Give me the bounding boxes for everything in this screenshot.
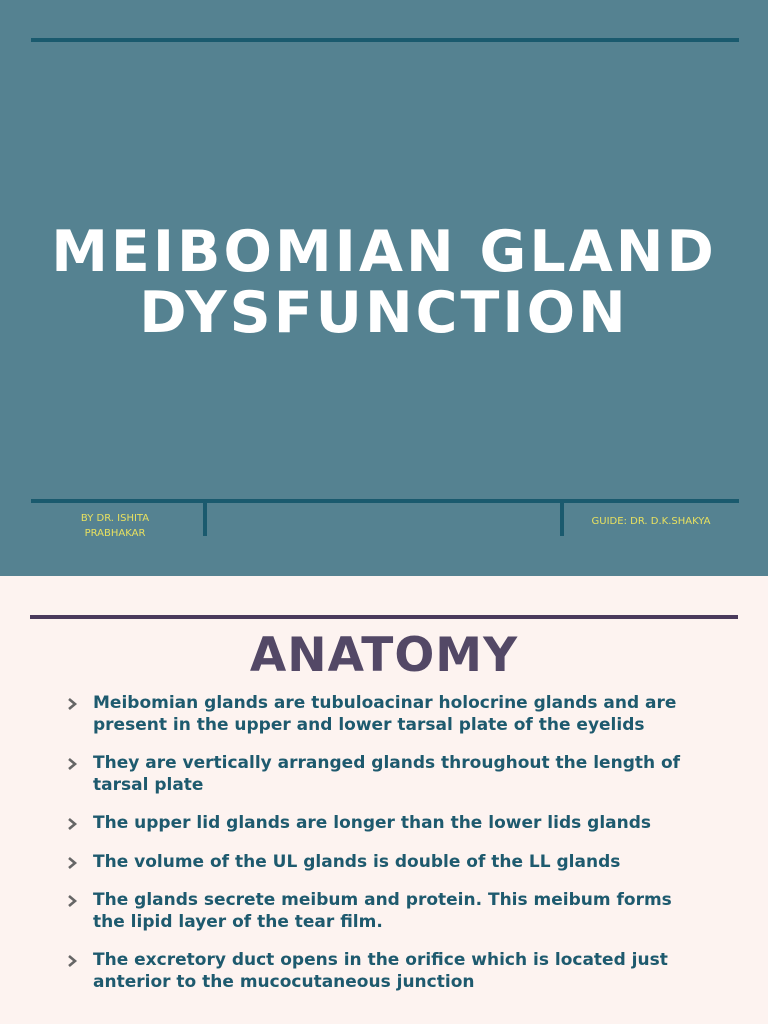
- author-line-2: PRABHAKAR: [84, 528, 146, 539]
- top-divider: [31, 38, 739, 42]
- bottom-divider: [31, 499, 739, 503]
- list-item: [64, 693, 704, 736]
- chevron-right-icon: [66, 697, 78, 711]
- bullet-text: The glands secrete meibum and protein. This meibum forms the lipid layer of the tear film.: [93, 890, 672, 932]
- bullet-text: The upper lid glands are longer than the lower lids glands: [93, 813, 652, 833]
- anatomy-slide: [0, 576, 768, 1024]
- title-line-1: MEIBOMIAN GLAND: [51, 219, 717, 285]
- divider-tick-right: [560, 503, 564, 536]
- chevron-right-icon: [66, 817, 78, 831]
- list-item: [64, 753, 704, 796]
- heading-divider: [30, 615, 738, 619]
- list-item: [64, 950, 704, 993]
- slide-title: [0, 219, 768, 346]
- list-item: [64, 852, 704, 874]
- section-heading: ANATOMY: [249, 628, 519, 683]
- guide-credit: GUIDE: DR. D.K.SHAKYA: [591, 516, 711, 527]
- chevron-right-icon: [66, 954, 78, 968]
- bullet-text: The excretory duct opens in the orifice which is located just anterior to the mucocutaneous junction: [93, 950, 668, 992]
- author-line-1: BY DR. ISHITA: [80, 513, 150, 524]
- author-credit: [55, 511, 175, 541]
- chevron-right-icon: [66, 856, 78, 870]
- bullet-list: [64, 693, 704, 1010]
- divider-tick-left: [203, 503, 207, 536]
- chevron-right-icon: [66, 894, 78, 908]
- bullet-text: The volume of the UL glands is double of the LL glands: [93, 851, 621, 872]
- chevron-right-icon: [66, 757, 78, 771]
- bullet-text: They are vertically arranged glands throughout the length of tarsal plate: [93, 753, 681, 795]
- list-item: [64, 813, 704, 835]
- list-item: [64, 890, 704, 933]
- bullet-text: Meibomian glands are tubuloacinar holocrine glands and are present in the upper and lower tarsal plate of the eyelids: [93, 693, 677, 735]
- title-line-2: DYSFUNCTION: [139, 280, 629, 346]
